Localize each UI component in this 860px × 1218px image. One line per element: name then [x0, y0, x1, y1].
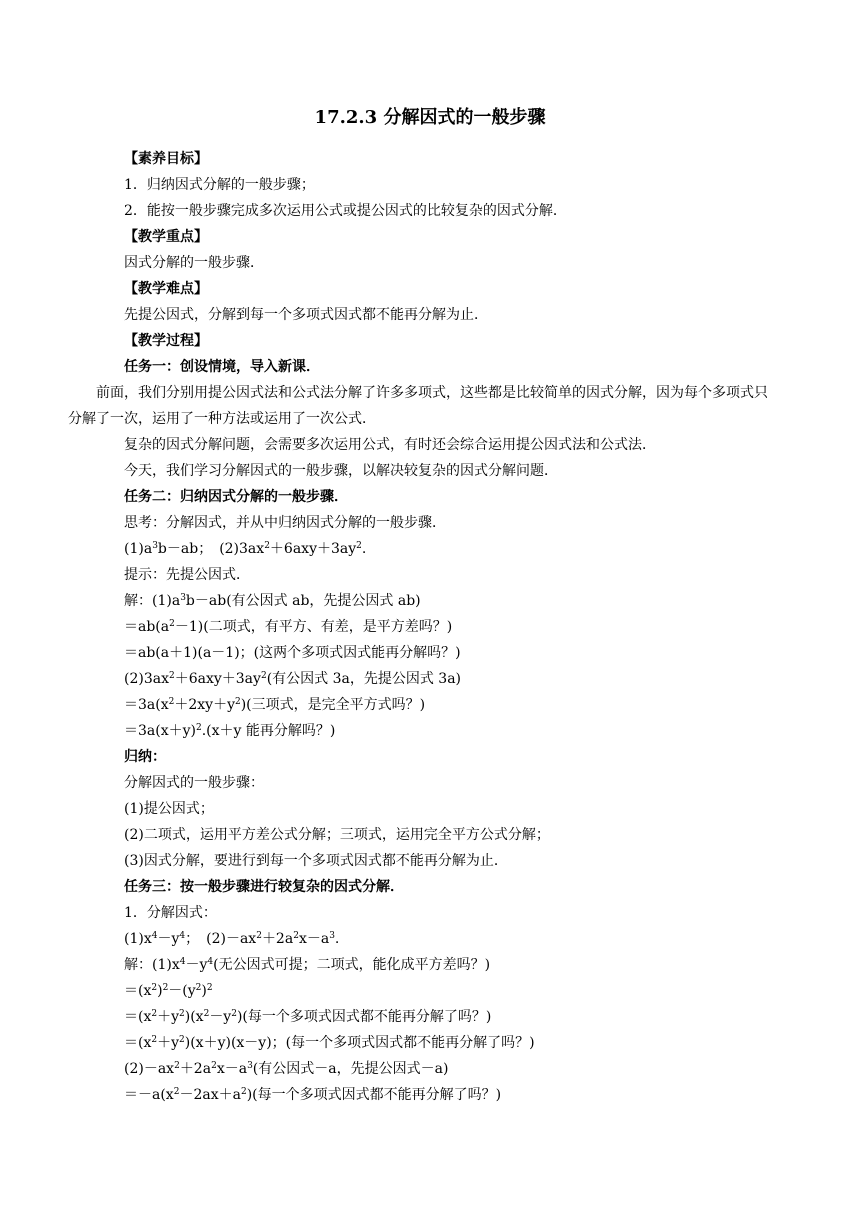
section-heading: 任务二：归纳因式分解的一般步骤．	[124, 489, 348, 505]
body-line: 复杂的因式分解问题，会需要多次运用公式，有时还会综合运用提公因式法和公式法．	[124, 437, 656, 453]
section-heading: 【教学过程】	[124, 333, 208, 349]
body-line: (2)二项式，运用平方差公式分解；三项式，运用完全平方公式分解；	[124, 827, 550, 843]
body-line: (1)提公因式；	[124, 801, 214, 817]
body-line: $=(x^2+y^2)(x^2-y^2)$(每一个多项式因式都不能再分解了吗？)	[124, 1009, 492, 1025]
body-line: 1．分解因式：	[124, 905, 217, 921]
body-line: 今天，我们学习分解因式的一般步骤，以解决较复杂的因式分解问题．	[124, 463, 558, 479]
document-title: 17.2.3 分解因式的一般步骤	[314, 107, 546, 128]
section-heading: 任务三：按一般步骤进行较复杂的因式分解．	[124, 879, 404, 895]
body-line: 解：$(1)x^4-y^4$(无公因式可提；二项式，能化成平方差吗？)	[124, 957, 491, 973]
body-line: $(1)x^4-y^4$； $(2)-ax^2+2a^2x-a^3$.	[124, 931, 340, 947]
body-line: 分解因式的一般步骤：	[124, 775, 264, 791]
body-line: 2．能按一般步骤完成多次运用公式或提公因式的比较复杂的因式分解．	[124, 203, 567, 219]
document-body	[68, 146, 776, 1108]
body-line: $=(x^2+y^2)(x+y)(x-y)$；(每一个多项式因式都不能再分解了吗？)	[124, 1035, 535, 1051]
body-line: $=(x^2)^2-(y^2)^2$	[124, 983, 213, 999]
body-line: $=3a(x^2+2xy+y^2)$(三项式，是完全平方式吗？)	[124, 697, 426, 713]
body-line: 思考：分解因式，并从中归纳因式分解的一般步骤．	[124, 515, 446, 531]
section-heading: 【教学难点】	[124, 281, 208, 297]
body-line: 先提公因式，分解到每一个多项式因式都不能再分解为止．	[124, 307, 488, 323]
body-line: 前面，我们分别用提公因式法和公式法分解了许多多项式，这些都是比较简单的因式分解，因为每个多项式只分解了一次，运用了一种方法或运用了一次公式．	[68, 385, 768, 427]
body-line: $(2)3ax^2+6axy+3ay^2$(有公因式 3a，先提公因式 3a)	[124, 671, 462, 687]
body-line: $=ab(a^2-1)$(二项式，有平方、有差，是平方差吗？)	[124, 619, 453, 635]
section-heading: 【教学重点】	[124, 229, 208, 245]
section-heading: 归纳：	[124, 749, 166, 765]
body-line: 1．归纳因式分解的一般步骤；	[124, 177, 315, 193]
body-line: 解：$(1)a^3b-ab$(有公因式 ab，先提公因式 ab)	[124, 593, 421, 609]
section-heading: 任务一：创设情境，导入新课．	[124, 359, 320, 375]
body-line: $=3a(x+y)^2.(x+y$ 能再分解吗？)	[124, 723, 336, 739]
body-line: (3)因式分解，要进行到每一个多项式因式都不能再分解为止．	[124, 853, 508, 869]
body-line: $=-a(x^2-2ax+a^2)$(每一个多项式因式都不能再分解了吗？)	[124, 1087, 502, 1103]
body-line: 提示：先提公因式．	[124, 567, 250, 583]
section-heading: 【素养目标】	[124, 151, 208, 167]
body-line: 因式分解的一般步骤．	[124, 255, 264, 271]
body-line: $(1)a^3b-ab$； $(2)3ax^2+6axy+3ay^2$.	[124, 541, 367, 557]
body-line: ＝ab(a＋1)(a－1)；(这两个多项式因式能再分解吗？)	[124, 645, 461, 661]
body-line: $(2)-ax^2+2a^2x-a^3$(有公因式－a，先提公因式－a)	[124, 1061, 449, 1077]
